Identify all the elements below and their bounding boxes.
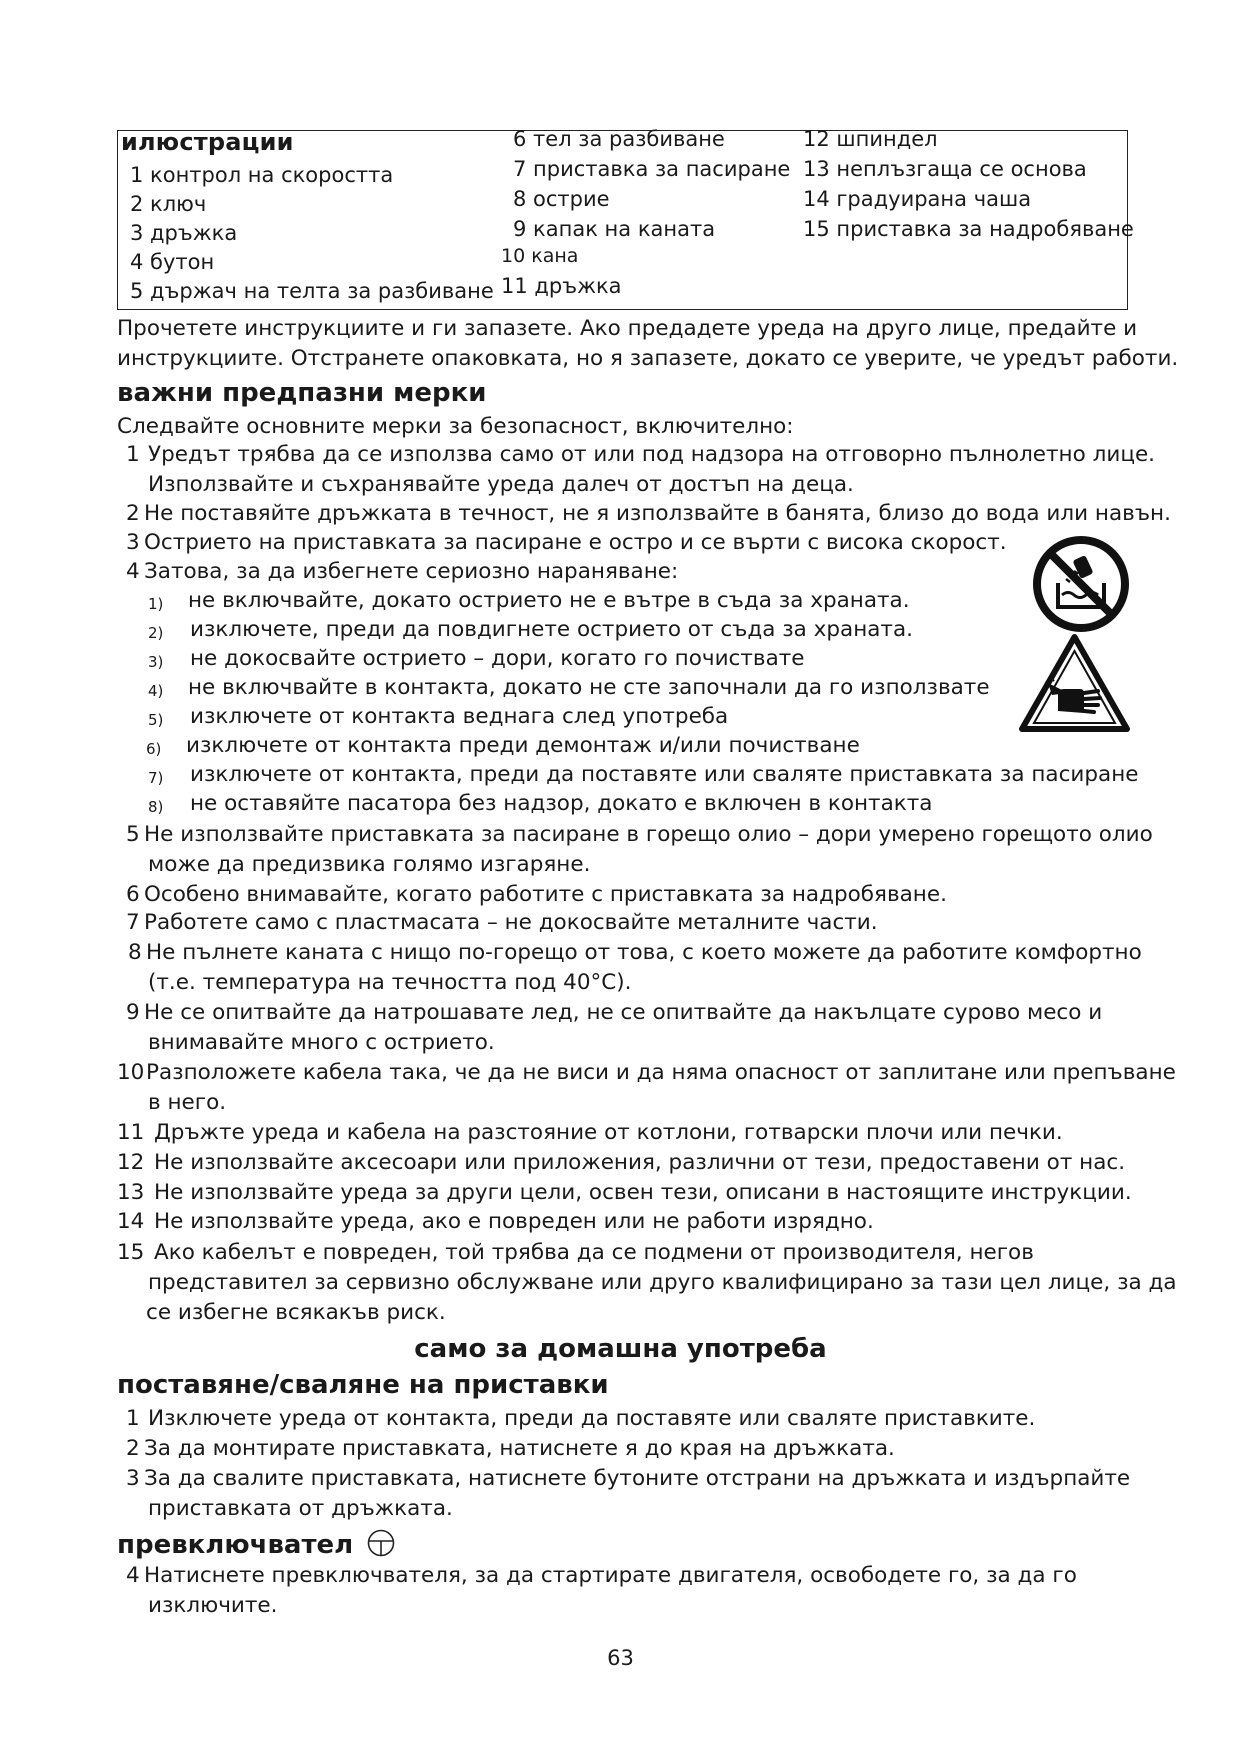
safety-item-number: 10 — [117, 1060, 145, 1085]
safety-item-number: 8 — [128, 940, 142, 965]
illustration-item: 5 държач на телта за разбиване — [130, 279, 494, 303]
safety-item-number: 3 — [126, 530, 140, 555]
illustration-item: 7 приставка за пасиране — [513, 157, 791, 181]
illustration-item: 15 приставка за надробяване — [803, 217, 1134, 241]
safety-item-number: 11 — [117, 1120, 145, 1145]
switch-heading-label: превключвател — [117, 1530, 354, 1560]
attach-item-number: 2 — [126, 1436, 140, 1461]
safety-item-text: Острието на приставката за пасиране е остро и се върти с висока скорост. — [144, 530, 1007, 555]
safety-item-number: 13 — [117, 1180, 145, 1205]
safety-item-number: 7 — [126, 910, 140, 935]
safety-lead: Следвайте основните мерки за безопасност, включително: — [117, 414, 794, 439]
subitem-text: не докосвайте острието – дори, когато го почиствате — [190, 646, 805, 671]
safety-item-number: 12 — [117, 1150, 145, 1175]
safety-item-text: внимавайте много с острието. — [148, 1030, 495, 1055]
illustration-item: 4 бутон — [130, 250, 215, 274]
attach-item-text: приставката от дръжката. — [148, 1496, 453, 1521]
safety-item-number: 4 — [126, 559, 140, 584]
household-use-heading: само за домашна употреба — [414, 1334, 827, 1364]
safety-item-text: Не поставяйте дръжката в течност, не я използвайте в банята, близо до вода или навън. — [144, 501, 1171, 526]
safety-item-text: Не използвайте приставката за пасиране в горещо олио – дори умерено горещото олио — [144, 822, 1153, 847]
subitem-number: 2) — [148, 624, 164, 642]
safety-item-text: се избегне всякакъв риск. — [146, 1300, 446, 1325]
switch-item-text: Натиснете превключвателя, за да стартирате двигателя, освободете го, за да го — [144, 1563, 1077, 1588]
intro-line: Прочетете инструкциите и ги запазете. Ако предадете уреда на друго лице, предайте и — [117, 316, 1138, 341]
safety-item-text: в него. — [148, 1090, 227, 1115]
illustration-item: 9 капак на каната — [513, 217, 716, 241]
safety-item-text: Не използвайте уреда, ако е повреден или не работи изрядно. — [154, 1209, 874, 1234]
switch-item-text: изключите. — [148, 1593, 278, 1618]
subitem-text: изключете от контакта преди демонтаж и/или почистване — [186, 733, 860, 758]
safety-item-text: Не се опитвайте да натрошавате лед, не се опитвайте да накълцате сурово месо и — [144, 1000, 1103, 1025]
safety-heading: важни предпазни мерки — [117, 378, 487, 408]
subitem-text: изключете, преди да повдигнете острието от съда за храната. — [190, 617, 913, 642]
safety-item-number: 5 — [126, 822, 140, 847]
illustration-item: 10 кана — [501, 245, 579, 267]
safety-item-text: Особено внимавайте, когато работите с приставката за надробяване. — [144, 882, 947, 907]
switch-item-number: 4 — [126, 1563, 140, 1588]
safety-item-text: Не пълнете каната с нищо по-горещо от това, с което можете да работите комфортно — [146, 940, 1142, 965]
safety-item-text: (т.е. температура на течността под 40°C). — [148, 970, 632, 995]
illustrations-title: илюстрации — [121, 128, 294, 156]
subitem-number: 7) — [148, 769, 164, 787]
safety-item-number: 2 — [126, 501, 140, 526]
safety-item-text: представител за сервизно обслужване или друго квалифицирано за тази цел лице, за да — [148, 1270, 1177, 1295]
illustration-item: 6 тел за разбиване — [513, 127, 725, 151]
safety-item-number: 6 — [126, 882, 140, 907]
illustration-item: 8 острие — [513, 187, 610, 211]
safety-item-number: 15 — [117, 1240, 145, 1265]
safety-item-number: 14 — [117, 1209, 145, 1234]
intro-line: инструкциите. Отстранете опаковката, но я запазете, докато се уверите, че уредът работи. — [117, 346, 1179, 371]
safety-item-text: Дръжте уреда и кабела на разстояние от котлони, готварски плочи или печки. — [154, 1120, 1063, 1145]
safety-item-text: може да предизвика голямо изгаряне. — [148, 852, 591, 877]
subitem-text: не включвайте, докато острието не е вътре в съда за храната. — [188, 588, 910, 613]
subitem-number: 3) — [148, 653, 164, 671]
subitem-number: 6) — [146, 740, 162, 758]
subitem-number: 1) — [148, 595, 164, 613]
subitem-number: 5) — [148, 711, 164, 729]
subitem-text: не включвайте в контакта, докато не сте започнали да го използвате — [188, 675, 990, 700]
illustration-item: 13 неплъзгаща се основа — [803, 157, 1087, 181]
illustration-item: 1 контрол на скоростта — [130, 163, 394, 187]
attach-item-text: За да свалите приставката, натиснете бутоните отстрани на дръжката и издърпайте — [144, 1466, 1131, 1491]
subitem-text: изключете от контакта веднага след употреба — [190, 704, 729, 729]
subitem-number: 8) — [148, 798, 164, 816]
safety-item-text: Използвайте и съхранявайте уреда далеч от достъп на деца. — [148, 472, 854, 497]
attach-item-number: 3 — [126, 1466, 140, 1491]
subitem-number: 4) — [148, 682, 164, 700]
safety-item-text: Уредът трябва да се използва само от или под надзора на отговорно пълнолетно лице. — [148, 442, 1156, 467]
switch-heading — [117, 1528, 396, 1560]
safety-item-text: Ако кабелът е повреден, той трябва да се подмени от производителя, негов — [154, 1240, 1034, 1265]
safety-item-text: Не използвайте аксесоари или приложения, различни от тези, предоставени от нас. — [154, 1150, 1126, 1175]
illustration-item: 3 дръжка — [130, 221, 238, 245]
safety-item-number: 9 — [126, 1000, 140, 1025]
safety-item-number: 1 — [126, 442, 140, 467]
safety-item-text: Работете само с пластмасата – не докосвайте металните части. — [144, 910, 878, 935]
safety-item-text: Затова, за да избегнете сериозно нараняване: — [144, 559, 679, 584]
attach-item-text: Изключете уреда от контакта, преди да поставяте или сваляте приставките. — [148, 1406, 1036, 1431]
switch-symbol-icon — [366, 1528, 396, 1558]
subitem-text: не оставяйте пасатора без надзор, докато е включен в контакта — [190, 791, 933, 816]
attachments-heading: поставяне/сваляне на приставки — [117, 1370, 609, 1400]
safety-item-text: Не използвайте уреда за други цели, освен тези, описани в настоящите инструкции. — [154, 1180, 1132, 1205]
illustration-item: 12 шпиндел — [803, 127, 938, 151]
sharp-blade-warning-icon — [1018, 633, 1131, 733]
page-number: 63 — [607, 1646, 634, 1670]
illustration-item: 14 градуирана чаша — [803, 187, 1032, 211]
illustrations-box — [117, 127, 1134, 310]
attach-item-number: 1 — [126, 1406, 140, 1431]
safety-item-text: Разположете кабела така, че да не виси и да няма опасност от заплитане или препъване — [146, 1060, 1176, 1085]
no-water-immersion-icon — [1032, 535, 1130, 633]
attach-item-text: За да монтирате приставката, натиснете я до края на дръжката. — [144, 1436, 895, 1461]
illustration-item: 11 дръжка — [501, 274, 622, 298]
subitem-text: изключете от контакта, преди да поставяте или сваляте приставката за пасиране — [190, 762, 1139, 787]
illustration-item: 2 ключ — [130, 192, 207, 216]
